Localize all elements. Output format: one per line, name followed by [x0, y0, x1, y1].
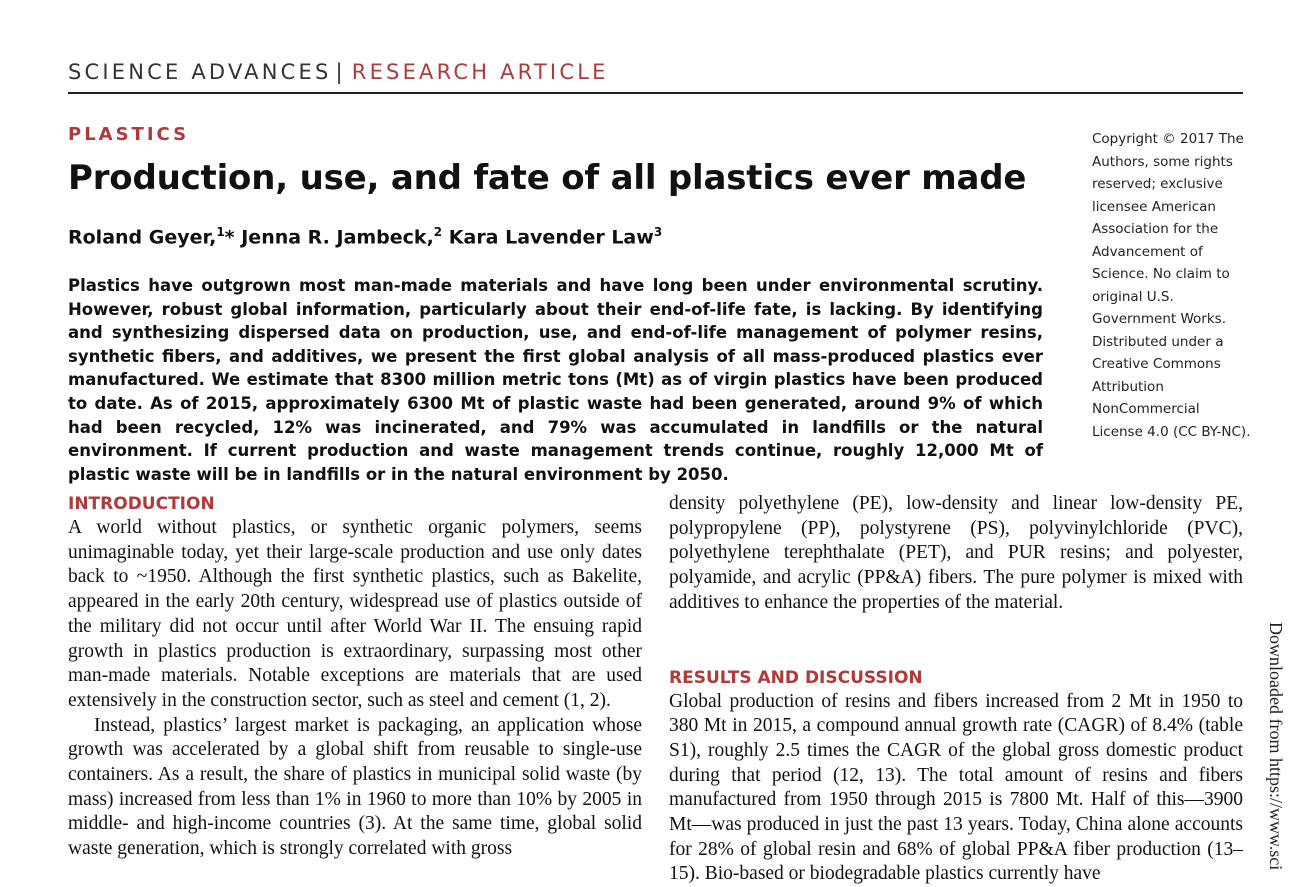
copyright-notice: Copyright © 2017 The Authors, some rights reserved; exclusive licensee American Association for the Advancement of Science. No claim to original U.S. Government Works. Distributed under a Creative Commons Attribution NonCommercial License 4.0 (CC BY-NC).	[1092, 131, 1251, 440]
download-watermark: Downloaded from https://www.sci	[1266, 622, 1286, 871]
journal-name: SCIENCE ADVANCES	[68, 60, 332, 84]
results-heading: RESULTS AND DISCUSSION	[669, 667, 923, 688]
intro-paragraph-2: Instead, plastics’ largest market is packaging, an application whose growth was accelerated by a global shift from reusable to single-use containers. As a result, the share of plastics in municipal solid waste (by mass) increased from less than 1% in 1960 to more than 10% by 2005 in middle- and high-income countries (3). At the same time, global solid waste generation, which is strongly correlated with gross	[68, 714, 642, 860]
author-list	[68, 225, 662, 248]
affiliation-mark: 3	[653, 225, 663, 239]
corresponding-mark: *	[224, 226, 242, 249]
results-paragraph: Global production of resins and fibers increased from 2 Mt in 1950 to 380 Mt in 2015, a compound annual growth rate (CAGR) of 8.4% (table S1), roughly 2.5 times the CAGR of the global gross domestic product during that period (12, 13). The total amount of resins and fibers manufactured from 1950 through 2015 is 7800 Mt. Half of this—3900 Mt—was produced in just the past 13 years. Today, China alone accounts for 28% of global resin and 68% of global PP&A fiber production (13–15). Bio-based or biodegradable plastics currently have	[669, 690, 1243, 885]
affiliation-mark: 2	[433, 225, 443, 239]
left-column	[68, 492, 642, 862]
author-name[interactable]: Roland Geyer,	[68, 226, 217, 249]
article-type: RESEARCH ARTICLE	[351, 60, 609, 84]
continued-paragraph: density polyethylene (PE), low-density and linear low-density PE, polypropylene (PP), polystyrene (PS), polyvinylchloride (PVC), polyethylene terephthalate (PET), and PUR resins; and polyester, polyamide, and acrylic (PP&A) fibers. The pure polymer is mixed with additives to enhance the properties of the material.	[669, 493, 1243, 613]
journal-banner	[68, 60, 609, 84]
author-name[interactable]: Jenna R. Jambeck,	[241, 226, 434, 249]
right-column	[669, 492, 1243, 887]
header-separator: |	[335, 60, 346, 84]
affiliation-mark: 1	[216, 225, 225, 239]
intro-paragraph-1: A world without plastics, or synthetic organic polymers, seems unimaginable today, yet their large-scale production and use only dates back to ~1950. Although the first synthetic plastics, such as Bakelite, appeared in the early 20th century, widespread use of plastics outside of the military did not occur until after World War II. The ensuing rapid growth in plastics production is extraordinary, surpassing most other man-made materials. Notable exceptions are materials that are used extensively in the construction sector, such as steel and cement (1, 2).	[68, 517, 642, 711]
section-tag: PLASTICS	[68, 124, 190, 145]
abstract: Plastics have outgrown most man-made materials and have long been under environmental scrutiny. However, robust global information, particularly about their end-of-life fate, is lacking. By identifying and synthesizing dispersed data on production, use, and end-of-life management of polymer resins, synthetic fibers, and additives, we present the first global analysis of all mass-produced plastics ever manufactured. We estimate that 8300 million metric tons (Mt) as of virgin plastics have been produced to date. As of 2015, approximately 6300 Mt of plastic waste had been generated, around 9% of which had been recycled, 12% was incinerated, and 79% was accumulated in landfills or the natural environment. If current production and waste management trends continue, roughly 12,000 Mt of plastic waste will be in landfills or in the natural environment by 2050.	[68, 276, 1043, 484]
article-title: Production, use, and fate of all plastics ever made	[68, 158, 1027, 198]
journal-header	[68, 58, 1243, 94]
author-name[interactable]: Kara Lavender Law	[442, 226, 654, 249]
introduction-heading: INTRODUCTION	[68, 494, 215, 514]
